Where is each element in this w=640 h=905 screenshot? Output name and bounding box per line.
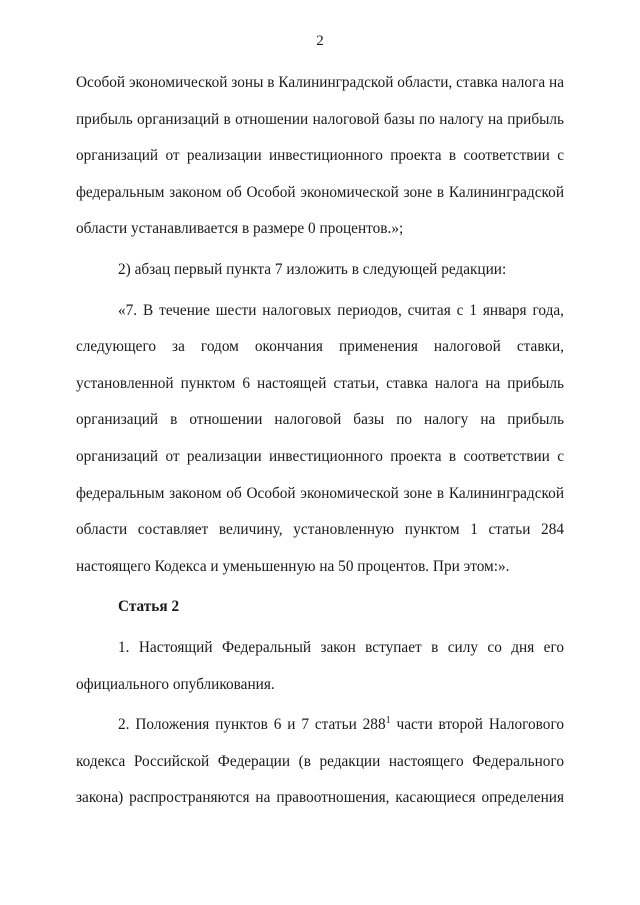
page-number: 2: [316, 33, 324, 49]
text-line: Особой экономической зоны в Калининградской области, ставка налога на: [76, 74, 564, 91]
text-line: установленной пунктом 6 настоящей статьи, ставка налога на прибыль: [76, 374, 564, 392]
text-line: «7. В течение шести налоговых периодов, считая с 1 января года,: [118, 301, 564, 319]
text-line: следующего за годом окончания применения налоговой ставки,: [76, 338, 564, 356]
document-body: [76, 65, 564, 817]
text-line: организаций от реализации инвестиционного проекта в соответствии с: [76, 147, 564, 165]
text-line: настоящего Кодекса и уменьшенную на 50 процентов. При этом:».: [76, 557, 510, 575]
text-line: 1. Настоящий Федеральный закон вступает в силу со дня его: [118, 638, 564, 656]
text-line: закона) распространяются на правоотношения, касающиеся определения: [76, 789, 564, 807]
text-line: области устанавливается в размере 0 процентов.»;: [76, 220, 404, 238]
text-line: федеральным законом об Особой экономической зоне в Калининградской: [76, 183, 564, 201]
paragraph-amendment-instruction: [76, 252, 564, 289]
text-line: официального опубликования.: [76, 675, 275, 693]
text-line: области составляет величину, установленную пунктом 1 статьи 284: [76, 521, 564, 539]
text-line: [76, 707, 564, 744]
article-heading: Статья 2: [118, 598, 180, 616]
paragraph-article2-item1: [76, 630, 564, 703]
paragraph-article2-item2: [76, 707, 564, 817]
text-fragment: 2. Положения пунктов 6 и 7 статьи 288: [118, 716, 386, 734]
superscript-index: 1: [385, 715, 391, 726]
text-fragment: части второй Налогового: [390, 716, 564, 734]
paragraph-quoted-amendment: [76, 293, 564, 586]
text-line: организаций в отношении налоговой базы по налогу на прибыль: [76, 411, 564, 429]
text-line: кодекса Российской Федерации (в редакции настоящего Федерального: [76, 752, 564, 770]
text-line: организаций от реализации инвестиционного проекта в соответствии с: [76, 447, 564, 465]
text-line: прибыль организаций в отношении налоговой базы по налогу на прибыль: [76, 110, 564, 128]
text-line: 2) абзац первый пункта 7 изложить в следующей редакции:: [118, 260, 507, 278]
text-line: федеральным законом об Особой экономической зоне в Калининградской: [76, 484, 564, 502]
paragraph-continued: [76, 65, 564, 248]
